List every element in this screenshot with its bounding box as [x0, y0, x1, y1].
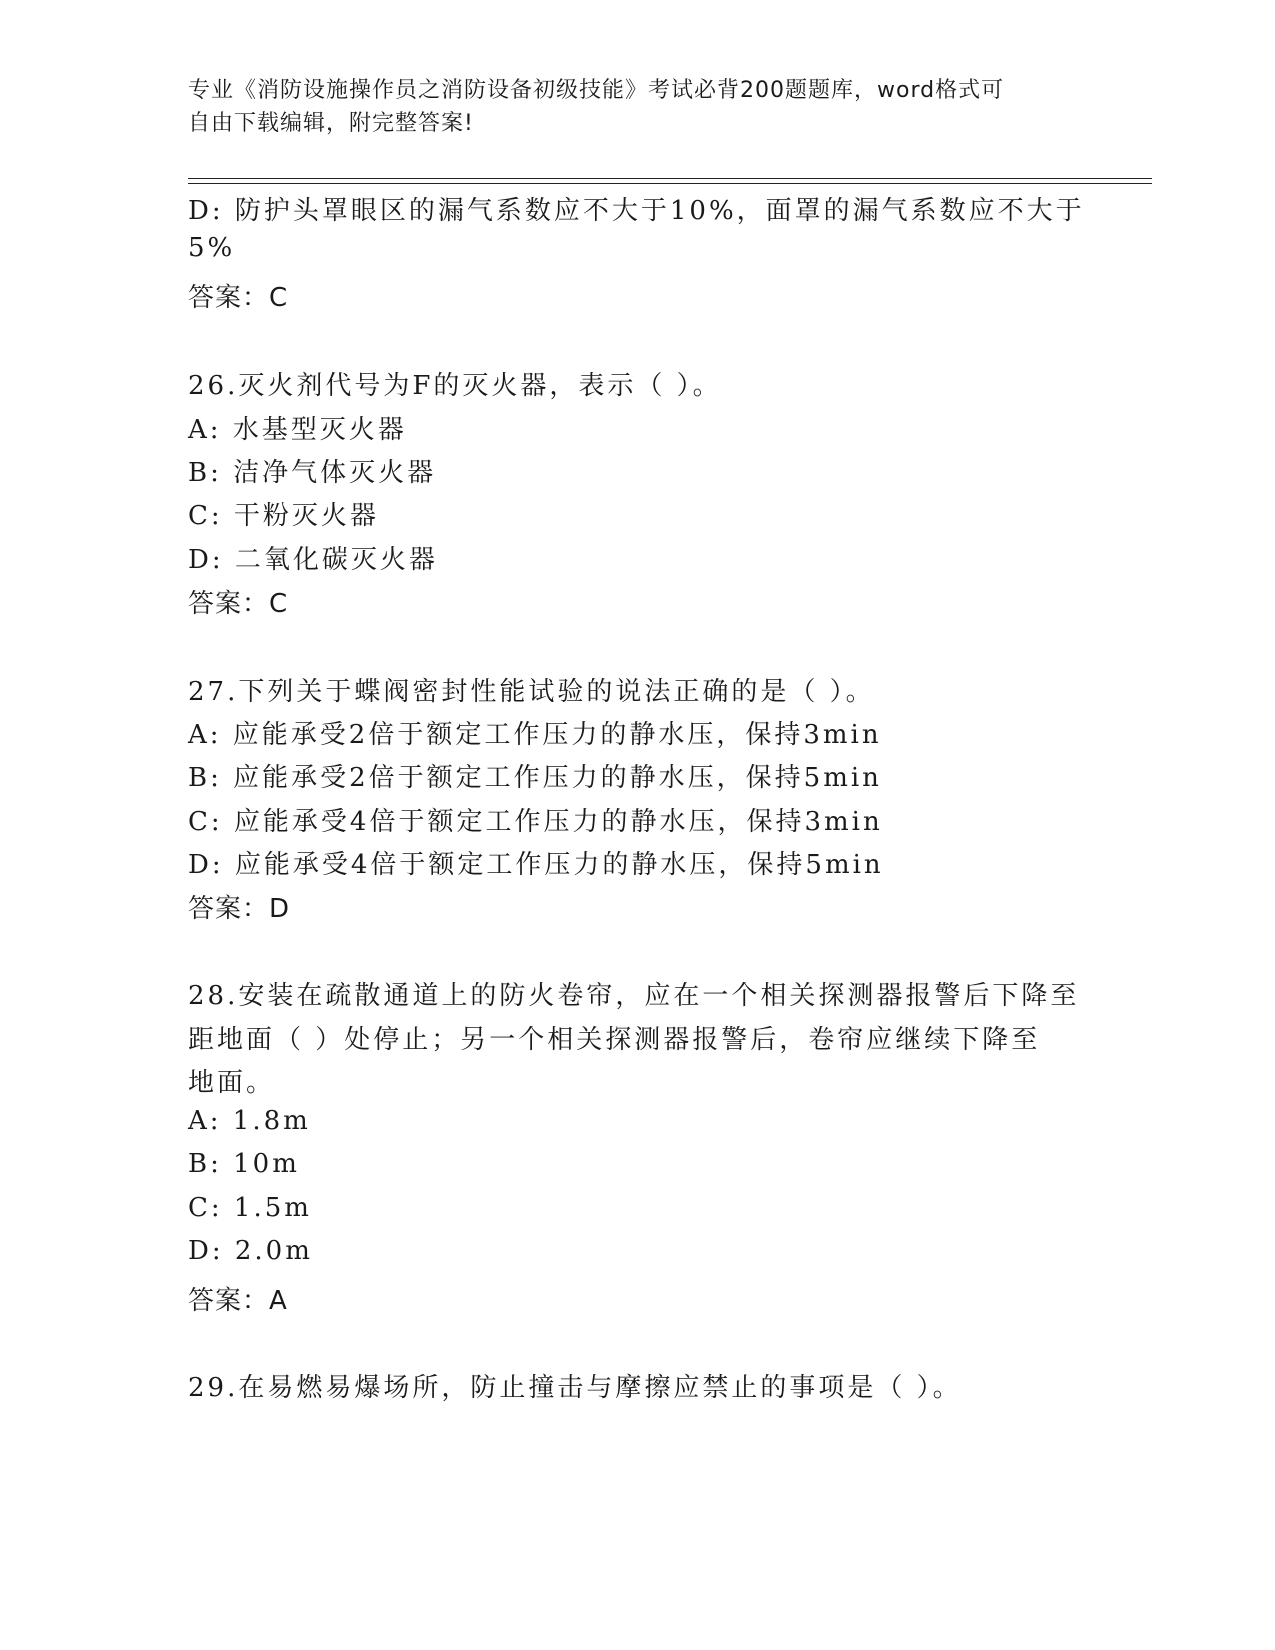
header-line-1: 专业《消防设施操作员之消防设备初级技能》考试必背200题题库，word格式可 [188, 78, 1005, 103]
q27-option-a: A: 应能承受2倍于额定工作压力的静水压，保持3min [188, 720, 882, 750]
document-header [188, 74, 1068, 140]
q26-answer: 答案：C [188, 589, 289, 619]
q25-option-d-line-1: D: 防护头罩眼区的漏气系数应不大于10%，面罩的漏气系数应不大于 [188, 196, 1085, 226]
q28-stem-line-2: 距地面（ ）处停止；另一个相关探测器报警后，卷帘应继续下降至 [188, 1025, 1041, 1055]
q28-answer: 答案：A [188, 1286, 288, 1316]
q28-option-d: D: 2.0m [188, 1236, 313, 1266]
q27-stem: 27.下列关于蝶阀密封性能试验的说法正确的是（ ）。 [188, 677, 875, 707]
q25-option-d-line-2: 5% [188, 233, 236, 263]
q27-option-c: C: 应能承受4倍于额定工作压力的静水压，保持3min [188, 807, 883, 837]
q26-option-a: A: 水基型灭火器 [188, 415, 407, 445]
q26-stem: 26.灭火剂代号为F的灭火器，表示（ ）。 [188, 371, 722, 401]
header-divider-top [188, 178, 1152, 179]
q28-option-c: C: 1.5m [188, 1193, 312, 1223]
q26-option-d: D: 二氧化碳灭火器 [188, 545, 438, 575]
q28-option-b: B: 10m [188, 1149, 300, 1179]
q27-answer: 答案：D [188, 894, 291, 924]
header-line-2: 自由下载编辑，附完整答案! [188, 111, 474, 136]
q28-stem-line-3: 地面。 [188, 1068, 276, 1098]
q27-option-b: B: 应能承受2倍于额定工作压力的静水压，保持5min [188, 763, 882, 793]
q28-stem-line-1: 28.安装在疏散通道上的防火卷帘，应在一个相关探测器报警后下降至 [188, 981, 1080, 1011]
header-divider-bottom [188, 183, 1152, 184]
q25-answer: 答案：C [188, 283, 289, 313]
q28-option-a: A: 1.8m [188, 1106, 311, 1136]
q26-option-b: B: 洁净气体灭火器 [188, 458, 437, 488]
q27-option-d: D: 应能承受4倍于额定工作压力的静水压，保持5min [188, 850, 884, 880]
q26-option-c: C: 干粉灭火器 [188, 501, 379, 531]
q29-stem: 29.在易燃易爆场所，防止撞击与摩擦应禁止的事项是（ ）。 [188, 1373, 962, 1403]
